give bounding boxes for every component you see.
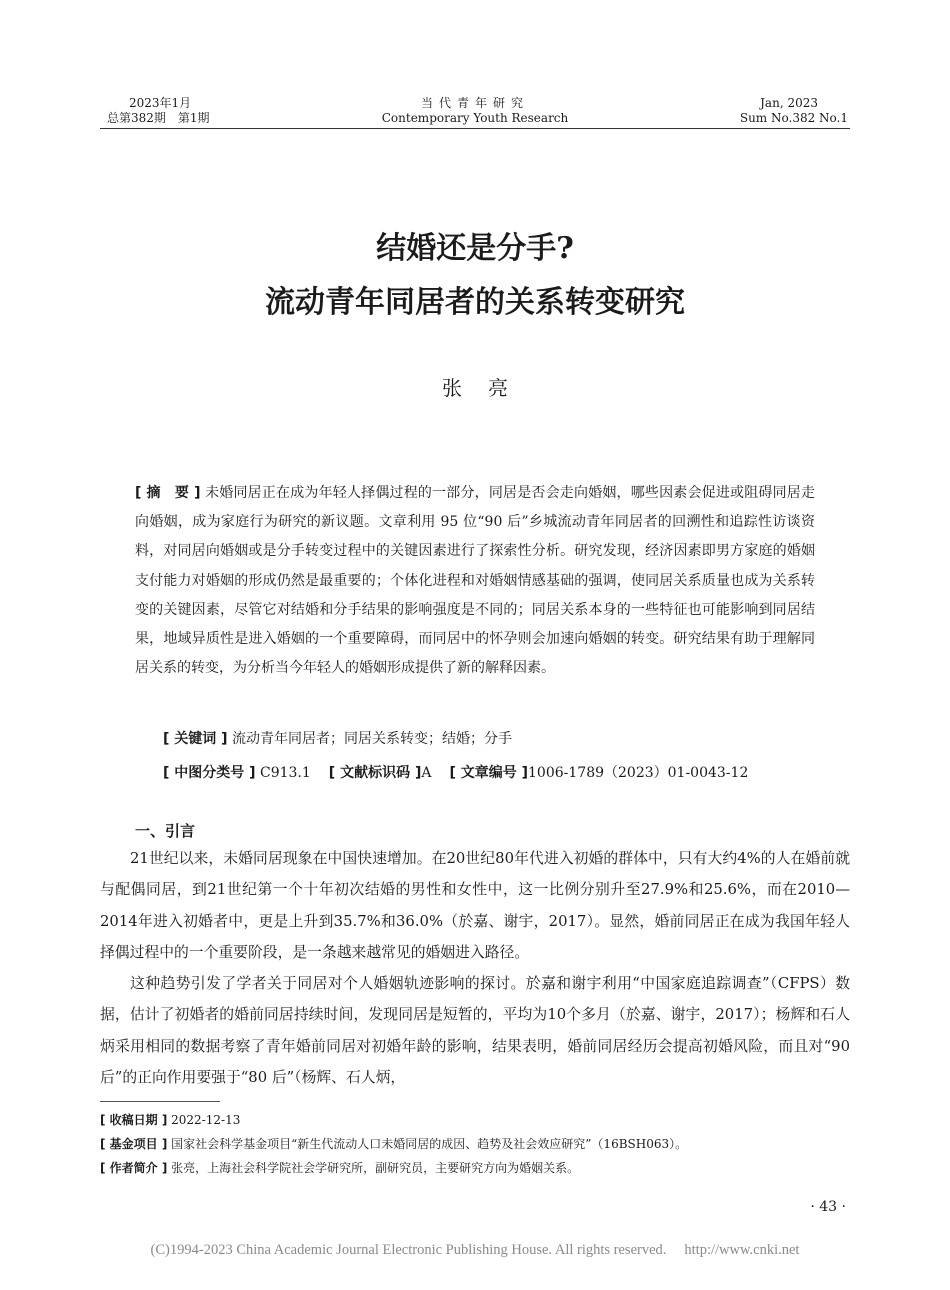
keywords (163, 728, 823, 748)
body-paragraph: 这种趋势引发了学者关于同居对个人婚姻轨迹影响的探讨。於嘉和谢宇利用“中国家庭追踪调查”（CFPS）数据，估计了初婚者的婚前同居持续时间，发现同居是短暂的，平均为10个多月（於嘉、谢宇，2017）；杨辉和石人炳采用相同的数据考察了青年婚前同居对初婚年龄的影响，结果表明，婚前同居经历会提高初婚风险，而且对“90 后”的正向作用要强于“80 后”（杨辉、石人炳， (100, 975, 850, 1086)
header-date-en: Jan, 2023 (760, 96, 818, 110)
clc-label: [ 中图分类号 ] (163, 765, 256, 781)
copyright-footer (0, 1242, 950, 1259)
header-issue-cn (107, 96, 210, 126)
classification-line (163, 762, 823, 782)
header-journal-name-en: Contemporary Youth Research (381, 111, 569, 125)
abstract (135, 479, 815, 683)
article-number-label: [ 文章编号 ] (449, 765, 529, 781)
header-issue-en (740, 96, 848, 126)
author-bio-label: [ 作者简介 ] (100, 1161, 168, 1175)
footer-url[interactable]: http://www.cnki.net (684, 1242, 800, 1258)
doc-code-value: A (421, 765, 432, 781)
author-name: 张亮 (442, 376, 534, 400)
footnote-divider (100, 1101, 220, 1102)
fund-label: [ 基金项目 ] (100, 1137, 168, 1151)
doc-code-label: [ 文献标识码 ] (328, 765, 422, 781)
body-paragraph: 21世纪以来，未婚同居现象在中国快速增加。在20世纪80年代进入初婚的群体中，只有大约4%的人在婚前就与配偶同居，到21世纪第一个十年初次结婚的男性和女性中，这一比例分别升至27.9%和25.6%，而在2010—2014年进入初婚者中，更是上升到35.7%和36.0%（於嘉、谢宇，2017）。显然，婚前同居正在成为我国年轻人择偶过程中的一个重要阶段，是一条越来越常见的婚姻进入路径。 (100, 850, 850, 961)
section-heading: 一、引言 (135, 822, 196, 840)
footnote-received (100, 1108, 850, 1132)
article-title-line-1: 结婚还是分手? (376, 231, 574, 266)
keywords-label: [ 关键词 ] (163, 731, 228, 747)
article-title-line-2: 流动青年同居者的关系转变研究 (265, 285, 685, 320)
copyright-text: (C)1994-2023 China Academic Journal Electronic Publishing House. All rights reserved. (150, 1242, 667, 1258)
abstract-text: 未婚同居正在成为年轻人择偶过程的一部分，同居是否会走向婚姻，哪些因素会促进或阻碍同居走向婚姻，成为家庭行为研究的新议题。文章利用 95 位“90 后”乡城流动青年同居者的回溯性和追踪性访谈资料，对同居向婚姻或是分手转变过程中的关键因素进行了探索性分析。研究发现，经济因素即男方家庭的婚姻支付能力对婚姻的形成仍然是最重要的；个体化进程和对婚姻情感基础的强调，使同居关系质量也成为关系转变的关键因素，尽管它对结婚和分手结果的影响强度是不同的；同居关系本身的一些特征也可能影响到同居结果，地域异质性是进入婚姻的一个重要障碍，而同居中的怀孕则会加速向婚姻的转变。研究结果有助于理解同居关系的转变，为分析当今年轻人的婚姻形成提供了新的解释因素。 (135, 485, 815, 677)
footnote-fund (100, 1132, 850, 1156)
page-number: · 43 · (810, 1199, 846, 1215)
header-journal-name-cn: 当代青年研究 (420, 96, 529, 110)
article-number-value: 1006-1789（2023）01-0043-12 (528, 765, 749, 781)
header-divider (100, 128, 850, 129)
fund-value: 国家社会科学基金项目“新生代流动人口未婚同居的成因、趋势及社会效应研究”（16BSH063）。 (171, 1137, 688, 1151)
footnote-author-bio (100, 1156, 850, 1180)
header-journal-name (340, 96, 610, 126)
header-issue-number-en: Sum No.382 No.1 (739, 111, 848, 125)
received-value: 2022-12-13 (171, 1113, 241, 1127)
header-issue-number-cn: 总第382期 第1期 (107, 111, 210, 125)
abstract-label: [ 摘 要 ] (135, 485, 201, 501)
author-bio-value: 张亮，上海社会科学院社会学研究所，副研究员，主要研究方向为婚姻关系。 (171, 1161, 580, 1175)
keywords-text: 流动青年同居者；同居关系转变；结婚；分手 (232, 731, 512, 747)
clc-value: C913.1 (260, 765, 311, 781)
received-label: [ 收稿日期 ] (100, 1113, 168, 1127)
header-date-cn: 2023年1月 (129, 96, 192, 110)
